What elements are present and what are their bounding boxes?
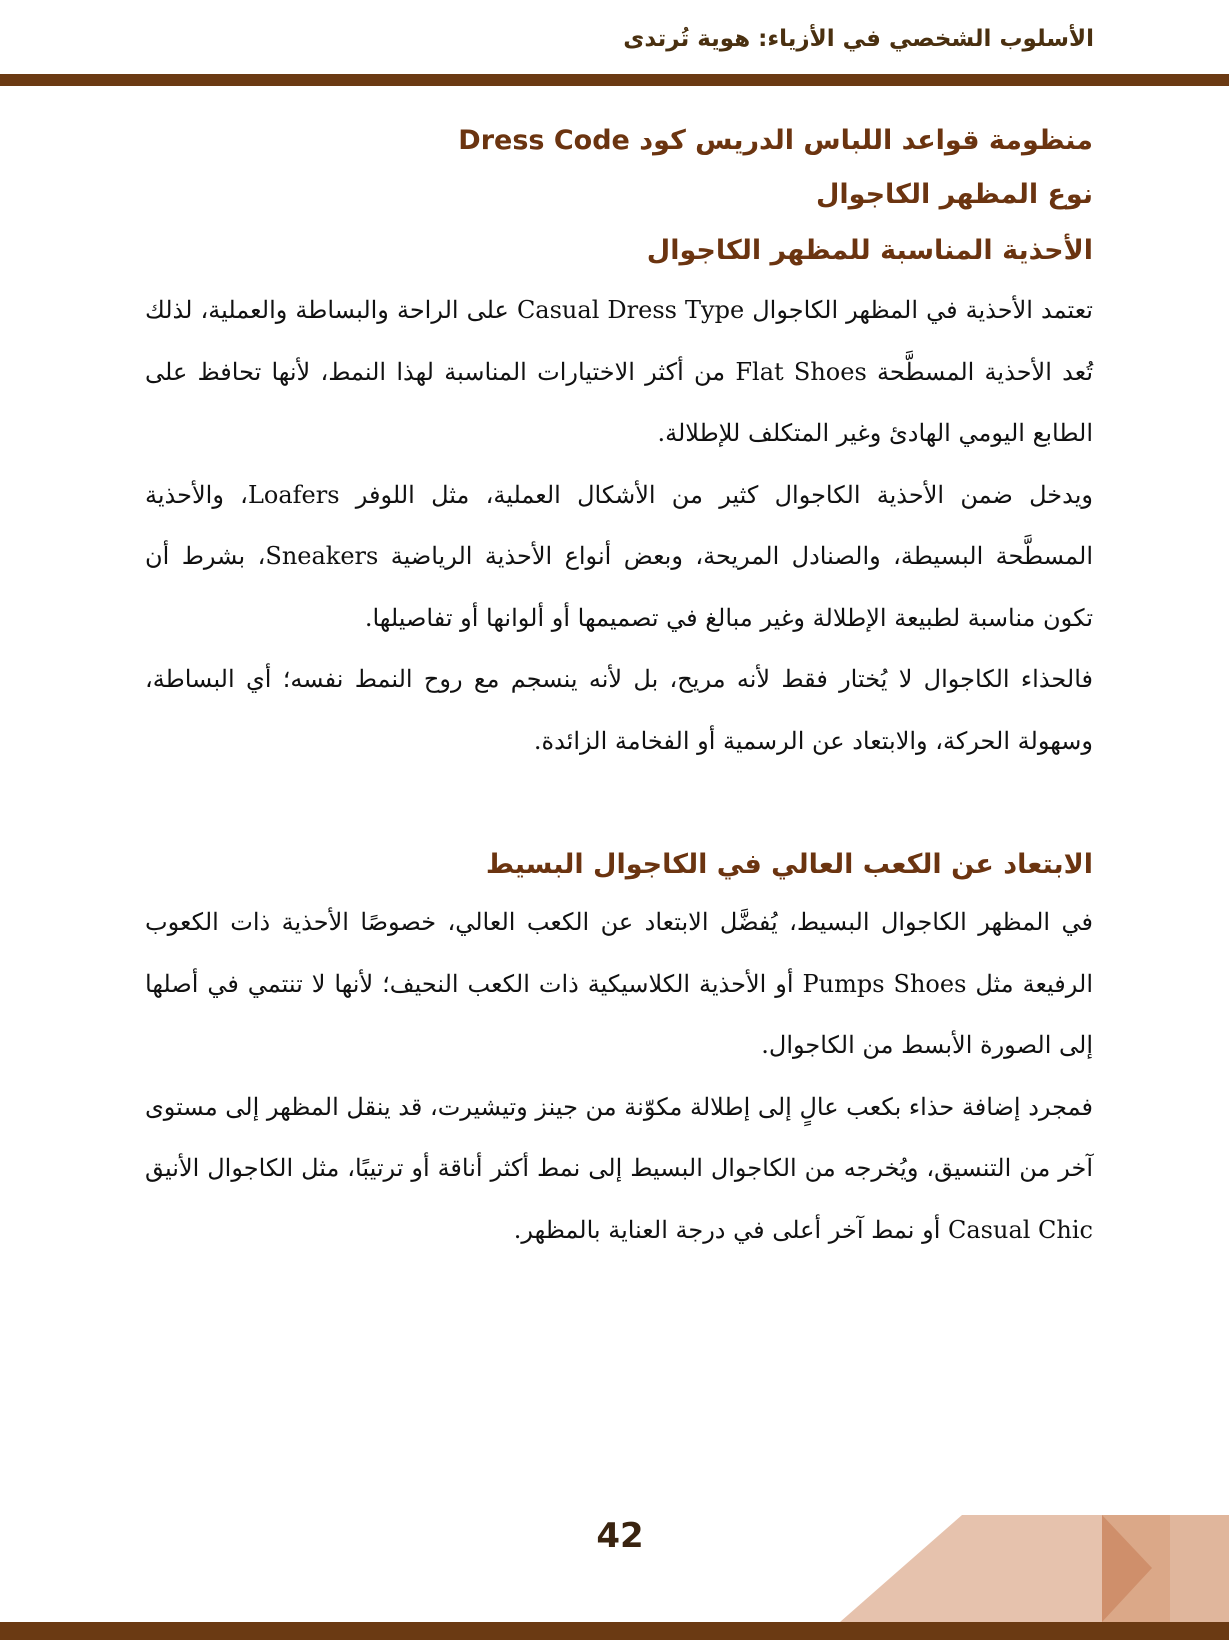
decor-band-right bbox=[1170, 1515, 1229, 1622]
text-run: ، والأحذية المسطَّحة البسيطة، والصنادل المريحة، وبعض أنواع الأحذية الرياضية bbox=[145, 480, 1093, 570]
english-term: Casual Dress Type bbox=[516, 296, 745, 324]
text-run: فمجرد إضافة حذاء بكعب عالٍ إلى إطلالة مكوّنة من جينز وتيشيرت، قد ينقل المظهر إلى مستوى آخر من التنسيق، ويُخرجه من الكاجوال البسيط إلى نمط أكثر أناقة أو ترتيبًا، مثل الكاجوال الأنيق bbox=[144, 1092, 1093, 1182]
text-run: ويدخل ضمن الأحذية الكاجوال كثير من الأشكال العملية، مثل اللوفر bbox=[339, 480, 1093, 509]
paragraph-shoe-types bbox=[145, 465, 1093, 650]
paragraph-casual-spirit: فالحذاء الكاجوال لا يُختار فقط لأنه مريح، بل لأنه ينسجم مع روح النمط نفسه؛ أي البساطة، وسهولة الحركة، والابتعاد عن الرسمية أو الفخامة الزائدة. bbox=[145, 665, 1094, 755]
paragraph-flat-shoes bbox=[145, 280, 1093, 465]
text-run: ، بشرط أن تكون مناسبة لطبيعة الإطلالة وغير مبالغ في تصميمها أو ألوانها أو تفاصيلها. bbox=[145, 542, 1093, 632]
english-term: Flat Shoes bbox=[735, 357, 867, 386]
running-header: الأسلوب الشخصي في الأزياء: هوية تُرتدى bbox=[623, 26, 1094, 52]
footer-rule bbox=[0, 1622, 1229, 1640]
corner-decoration bbox=[840, 1515, 1229, 1622]
section-title-arabic: منظومة قواعد اللباس الدريس كود bbox=[639, 125, 1093, 156]
text-run: أو الأحذية الكلاسيكية ذات الكعب النحيف؛ لأنها لا تنتمي في أصلها إلى الصورة الأبسط من الكاجوال. bbox=[145, 969, 1093, 1059]
subsection-title: نوع المظهر الكاجوال bbox=[815, 179, 1093, 210]
text-run: من أكثر الاختيارات المناسبة لهذا النمط، لأنها تحافظ على الطابع اليومي الهادئ وغير المتكلف للإطلالة. bbox=[145, 357, 1093, 447]
text-run: أو نمط آخر أعلى في درجة العناية بالمظهر. bbox=[513, 1215, 948, 1244]
section-spacer bbox=[145, 772, 1093, 838]
english-term: Casual Chic bbox=[948, 1215, 1093, 1244]
paragraph-avoid-heels bbox=[145, 892, 1093, 1077]
text-run: تعتمد الأحذية في المظهر الكاجوال bbox=[744, 296, 1093, 324]
english-term: Sneakers bbox=[265, 542, 379, 570]
text-run: في المظهر الكاجوال البسيط، يُفضَّل الابتعاد عن الكعب العالي، خصوصًا الأحذية ذات الكعوب الرفيعة مثل bbox=[145, 908, 1093, 998]
page-body bbox=[145, 114, 1093, 1261]
section-title bbox=[145, 114, 1093, 168]
section-title-english: Dress Code bbox=[458, 125, 630, 156]
english-term: Pumps Shoes bbox=[802, 969, 967, 998]
paragraph-heel-effect bbox=[145, 1077, 1093, 1262]
topic-title-casual-shoes: الأحذية المناسبة للمظهر الكاجوال bbox=[646, 235, 1093, 266]
english-term: Loafers bbox=[247, 480, 340, 509]
page-number: 42 bbox=[596, 1516, 644, 1556]
header-rule bbox=[0, 74, 1229, 86]
topic-title-high-heels: الابتعاد عن الكعب العالي في الكاجوال البسيط bbox=[485, 849, 1093, 880]
text-run: على الراحة والبساطة والعملية، لذلك تُعد الأحذية المسطَّحة bbox=[145, 296, 1093, 386]
